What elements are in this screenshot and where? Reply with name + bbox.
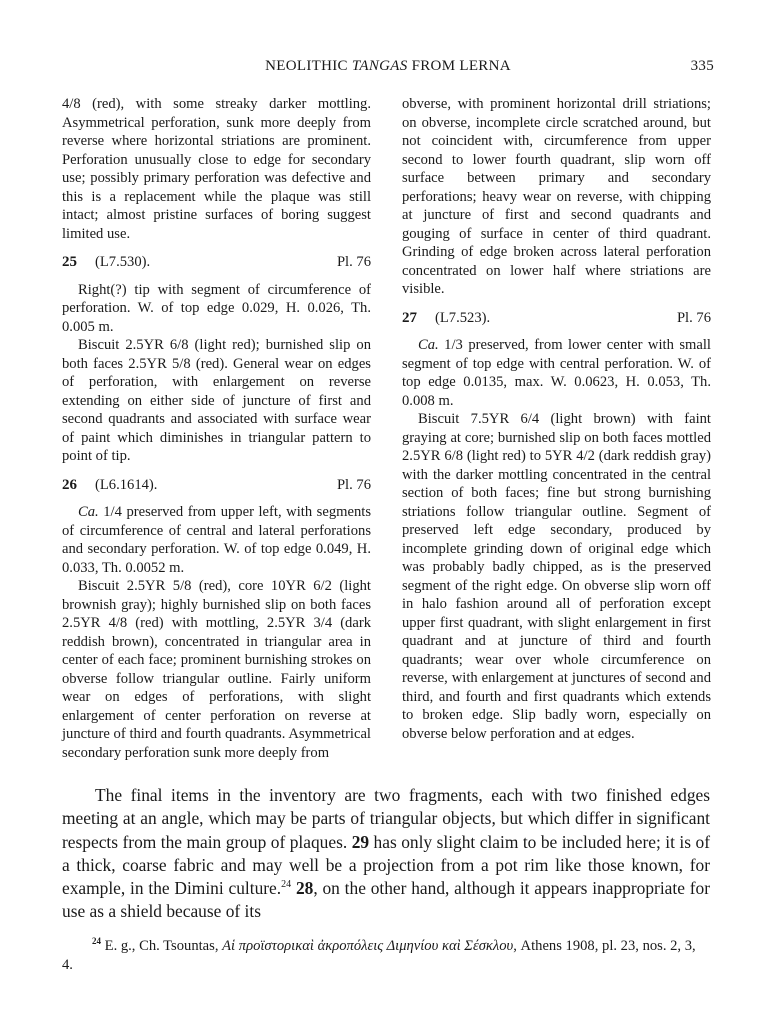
footnote-marker: 24 [92,936,101,947]
title-text-italic: TANGAS [351,58,408,74]
entry-25-description: Right(?) tip with segment of circumference of perforation. W. of top edge 0.029, H. 0.026, Th. 0.005 m. [62,281,371,335]
entry-27-number: 27 [402,309,417,326]
item-28-ref: 28 [295,878,314,899]
body-text-3: , on the other hand, although it appears inappropriate for use as a shield because of its [62,878,710,922]
entry-26-inventory: (L6.1614). [95,476,158,493]
entry-27-inventory: (L7.523). [435,309,491,326]
body-text-2: has only slight claim to be included here; it is of a thick, coarse fabric and may well be a projection from a pot rim like those known, for example, in the Dimini culture. [62,831,710,899]
entry-25-number: 25 [62,254,77,270]
entry-25-plate: Pl. 76 [336,254,371,270]
running-title [62,58,714,75]
body-text-1: The final items in the inventory are two fragments, each with two finished edges meeting at an angle, which may be parts of triangular objects, but which differ in significant respects from the main group of plaques. [62,785,710,852]
entry-26-heading [62,476,371,495]
entry-26-description-text: 1/4 preserved from upper left, with segments of circumference of central and lateral perforations and secondary perforation. W. of top edge 0.049, H. 0.033, Th. 0.0052 m. [62,504,371,576]
footnote-text-start: E. g., Ch. Tsountas, [101,938,223,954]
entry-26-continuation: obverse, with prominent horizontal drill striations; on obverse, incomplete circle scratched around, but not coincident with, circumference from upper second to lower fourth quadrant, slip worn off surface between primary and secondary perforations; heavy wear on reverse, with chipping at juncture of first and second quadrants and gouging of surface in center of third quadrant. Grinding of edge broken across lateral perforation concentrated on lower half where striations are visible. [402,96,711,297]
entry-24-continuation: 4/8 (red), with some streaky darker mottling. Asymmetrical perforation, sunk more deeply from reverse where horizontal striations are prominent. Perforation unusually close to edge for secondary use; possibly primary perforation was defective and this is a replacement while the plaque was still intact; almost pristine surfaces of boring suggest limited use. [62,96,371,242]
entry-27-description [402,336,711,410]
entry-26-description [62,503,371,577]
entry-26-number: 26 [62,476,77,493]
footnote-text-end: , Athens 1908, pl. 23, nos. 2, 3, 4. [62,938,696,973]
footnote-24 [62,937,710,975]
entry-26-ca: Ca. [78,504,99,520]
entry-27-heading [402,309,711,328]
running-head [62,58,714,78]
entry-25-fabric: Biscuit 2.5YR 6/8 (light red); burnished slip on both faces 2.5YR 5/8 (red). General wear on edges of perforation, with enlargement on reverse extending on either side of juncture of first and second quadrants and associated with surface wear of paint which diminishes in triangular pattern to point of tip. [62,337,371,464]
title-text-start: NEOLITHIC [265,58,352,74]
entry-26-plate: Pl. 76 [336,476,371,493]
right-column [402,95,711,743]
footnote-book-title: Αἱ προϊστορικαὶ ἀκροπόλεις Διμηνίου καὶ Σέσκλου [222,938,514,954]
entry-27-description-text: 1/3 preserved, from lower center with small segment of top edge with central perforation. W. of top edge 0.0135, max. W. 0.0623, H. 0.053, Th. 0.008 m. [402,337,711,409]
entry-27-plate: Pl. 76 [676,309,711,326]
page-number: 335 [690,58,714,74]
entry-27-ca: Ca. [418,337,439,353]
body-paragraph [62,784,710,924]
entry-25-heading [62,253,371,272]
entry-27-fabric: Biscuit 7.5YR 6/4 (light brown) with faint graying at core; burnished slip on both faces mottled 2.5YR 6/8 (light red) to 5YR 4/2 (dark reddish gray) with the darker mottling concentrated in the central section of both faces; fine but strong burnishing striations follow triangular outline. Segment of preserved left edge secondary, produced by incomplete grinding down of original edge which was probably badly chipped, as is the preserved segment of the right edge. On obverse slip worn off in halo fashion around all of perforation except upper first quadrant, with slight enlargement in first quadrant and at juncture of third and fourth quadrants; wear over whole circumference on reverse, with enlargement at junctures of second and third, and fourth and first quadrants which extends to broken edge. Slip badly worn, especially on obverse below perforation and at edges. [402,411,711,742]
title-text-end: FROM LERNA [407,58,511,74]
item-29-ref: 29 [351,831,370,852]
entry-26-fabric: Biscuit 2.5YR 5/8 (red), core 10YR 6/2 (light brownish gray); highly burnished slip on both faces 2.5YR 4/8 (red) with mottling, 2.5YR 3/4 (dark reddish brown), concentrated in triangular area in center of each face; prominent burnishing strokes on obverse follow triangular outline. Fairly uniform wear on edges of perforations, with slight enlargement of center perforation on reverse at juncture of third and fourth quadrants. Asymmetrical secondary perforation sunk more deeply from [62,578,371,761]
left-column [62,95,371,762]
entry-25-inventory: (L7.530). [95,254,151,270]
footnote-reference[interactable]: 24 [281,879,292,891]
